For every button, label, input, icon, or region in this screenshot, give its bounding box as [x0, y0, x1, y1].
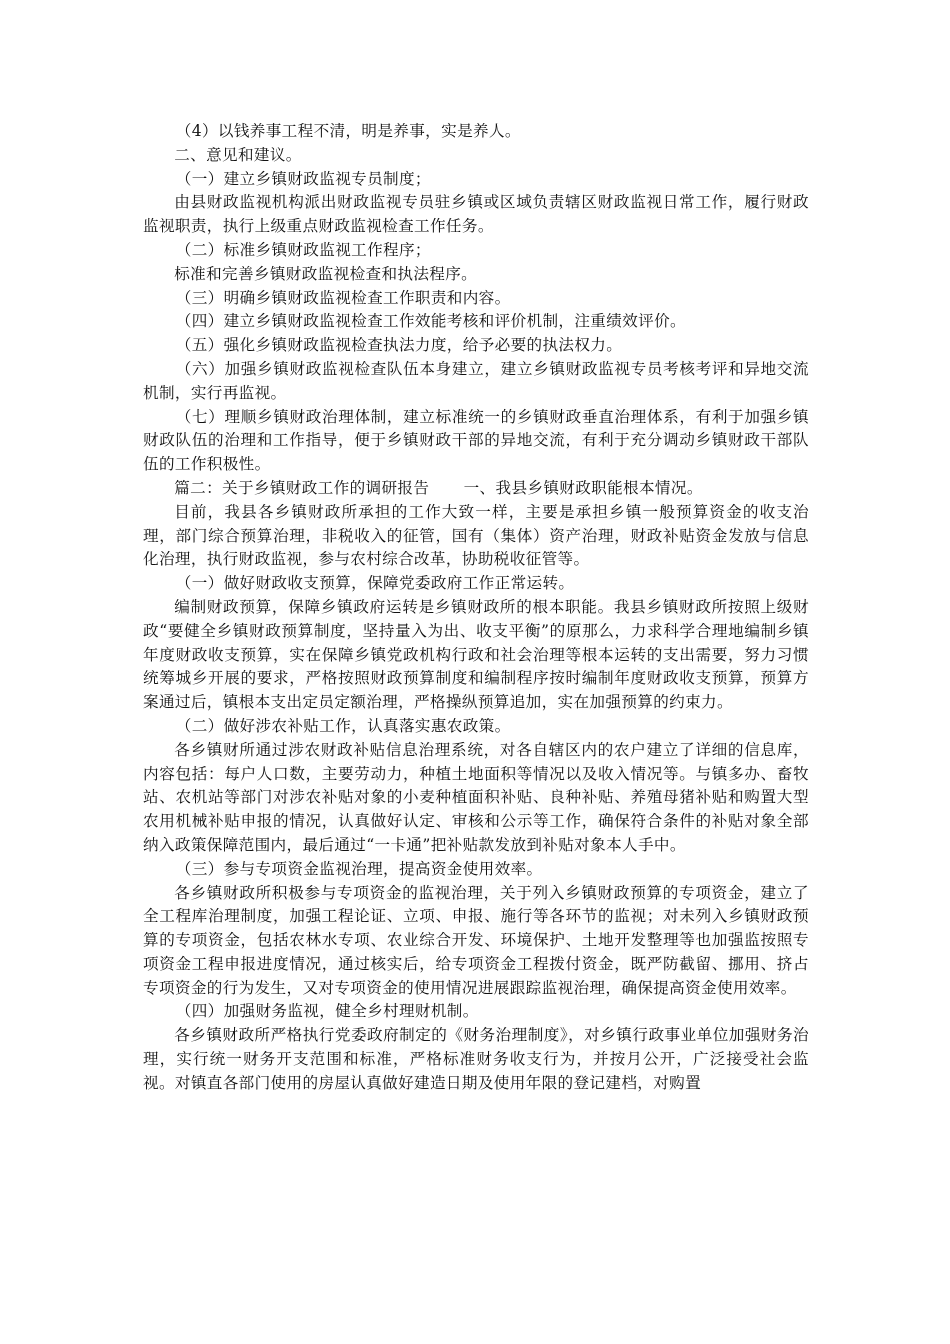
paragraph-18: （三）参与专项资金监视治理，提高资金使用效率。	[175, 859, 543, 878]
paragraph-17: 各乡镇财所通过涉农财政补贴信息治理系统，对各自辖区内的农户建立了详细的信息库，内容包括：每户人口数，主要劳动力，种植土地面积等情况以及收入情况等。与镇多办、畜牧站、农机站等部门对涉农补贴对象的小麦种植面积补贴、良种补贴、养殖母猪补贴和购置大型农用机械补贴申报的情况，认真做好认定、审核和公示等工作，确保符合条件的补贴对象全部纳入政策保障范围内，最后通过“一卡通”把补贴款发放到补贴对象本人手中。	[143, 740, 809, 854]
paragraph-9: （五）强化乡镇财政监视检查执法力度，给予必要的执法权力。	[175, 336, 623, 355]
paragraph-7: （三）明确乡镇财政监视检查工作职责和内容。	[175, 288, 511, 307]
section-title: 篇二：关于乡镇财政工作的调研报告	[174, 478, 430, 497]
paragraph-20: （四）加强财务监视，健全乡村理财机制。	[175, 1002, 479, 1021]
paragraph-15: 编制财政预算，保障乡镇政府运转是乡镇财政所的根本职能。我县乡镇财政所按照上级财政“要健全乡镇财政预算制度，坚持量入为出、收支平衡”的原那么，力求科学合理地编制乡镇年度财政收支预算，实在保障乡镇党政机构行政和社会治理等根本运转的支出需要，努力习惯统筹城乡开展的要求，严格按照财政预算制度和编制程序按时编制年度财政收支预算，预算方案通过后，镇根本支出定员定额治理，严格操纵预算追加，实在加强预算的约束力。	[143, 597, 809, 712]
paragraph-13: 目前，我县各乡镇财政所承担的工作大致一样，主要是承担乡镇一般预算资金的收支治理，部门综合预算治理，非税收入的征管，国有（集体）资产治理，财政补贴资金发放与信息化治理，执行财政监视，参与农村综合改革，协助税收征管等。	[143, 502, 809, 569]
paragraph-1: （4）以钱养事工程不清，明是养事，实是养人。	[175, 122, 521, 140]
paragraph-16: （二）做好涉农补贴工作，认真落实惠农政策。	[175, 716, 511, 735]
paragraph-21: 各乡镇财政所严格执行党委政府制定的《财务治理制度》，对乡镇行政事业单位加强财务治理，实行统一财务开支范围和标准，严格标准财务收支行为，并按月公开，广泛接受社会监视。对镇直各部门使用的房屋认真做好建造日期及使用年限的登记建档，对购置	[143, 1026, 809, 1092]
paragraph-3: （一）建立乡镇财政监视专员制度；	[175, 169, 431, 188]
paragraph-5: （二）标准乡镇财政监视工作程序；	[175, 240, 431, 259]
document-body	[143, 120, 809, 1096]
paragraph-14: （一）做好财政收支预算，保障党委政府工作正常运转。	[175, 574, 575, 593]
paragraph-2: 二、意见和建议。	[174, 145, 302, 164]
paragraph-6: 标准和完善乡镇财政监视检查和执法程序。	[174, 264, 478, 283]
paragraph-8: （四）建立乡镇财政监视检查工作效能考核和评价机制，注重绩效评价。	[175, 312, 686, 331]
paragraph-4: 由县财政监视机构派出财政监视专员驻乡镇或区域负责辖区财政监视日常工作，履行财政监视职责，执行上级重点财政监视检查工作任务。	[143, 193, 809, 236]
paragraph-11: （七）理顺乡镇财政治理体制，建立标准统一的乡镇财政垂直治理体系，有利于加强乡镇财政队伍的治理和工作指导，便于乡镇财政干部的异地交流，有利于充分调动乡镇财政干部队伍的工作积极性。	[143, 407, 809, 474]
section-heading	[143, 477, 809, 501]
paragraph-19: 各乡镇财政所积极参与专项资金的监视治理，关于列入乡镇财政预算的专项资金，建立了全工程库治理制度，加强工程论证、立项、申报、施行等各环节的监视；对未列入乡镇财政预算的专项资金，包括农林水专项、农业综合开发、环境保护、土地开发整理等也加强监按照专项资金工程申报进度情况，通过核实后，给专项资金工程拨付资金，既严防截留、挪用、挤占专项资金的行为发生，又对专项资金的使用情况进展跟踪监视治理，确保提高资金使用效率。	[143, 883, 809, 997]
section-subtitle: 一、我县乡镇财政职能根本情况。	[463, 478, 703, 497]
paragraph-10: （六）加强乡镇财政监视检查队伍本身建立，建立乡镇财政监视专员考核考评和异地交流机制，实行再监视。	[143, 359, 809, 402]
